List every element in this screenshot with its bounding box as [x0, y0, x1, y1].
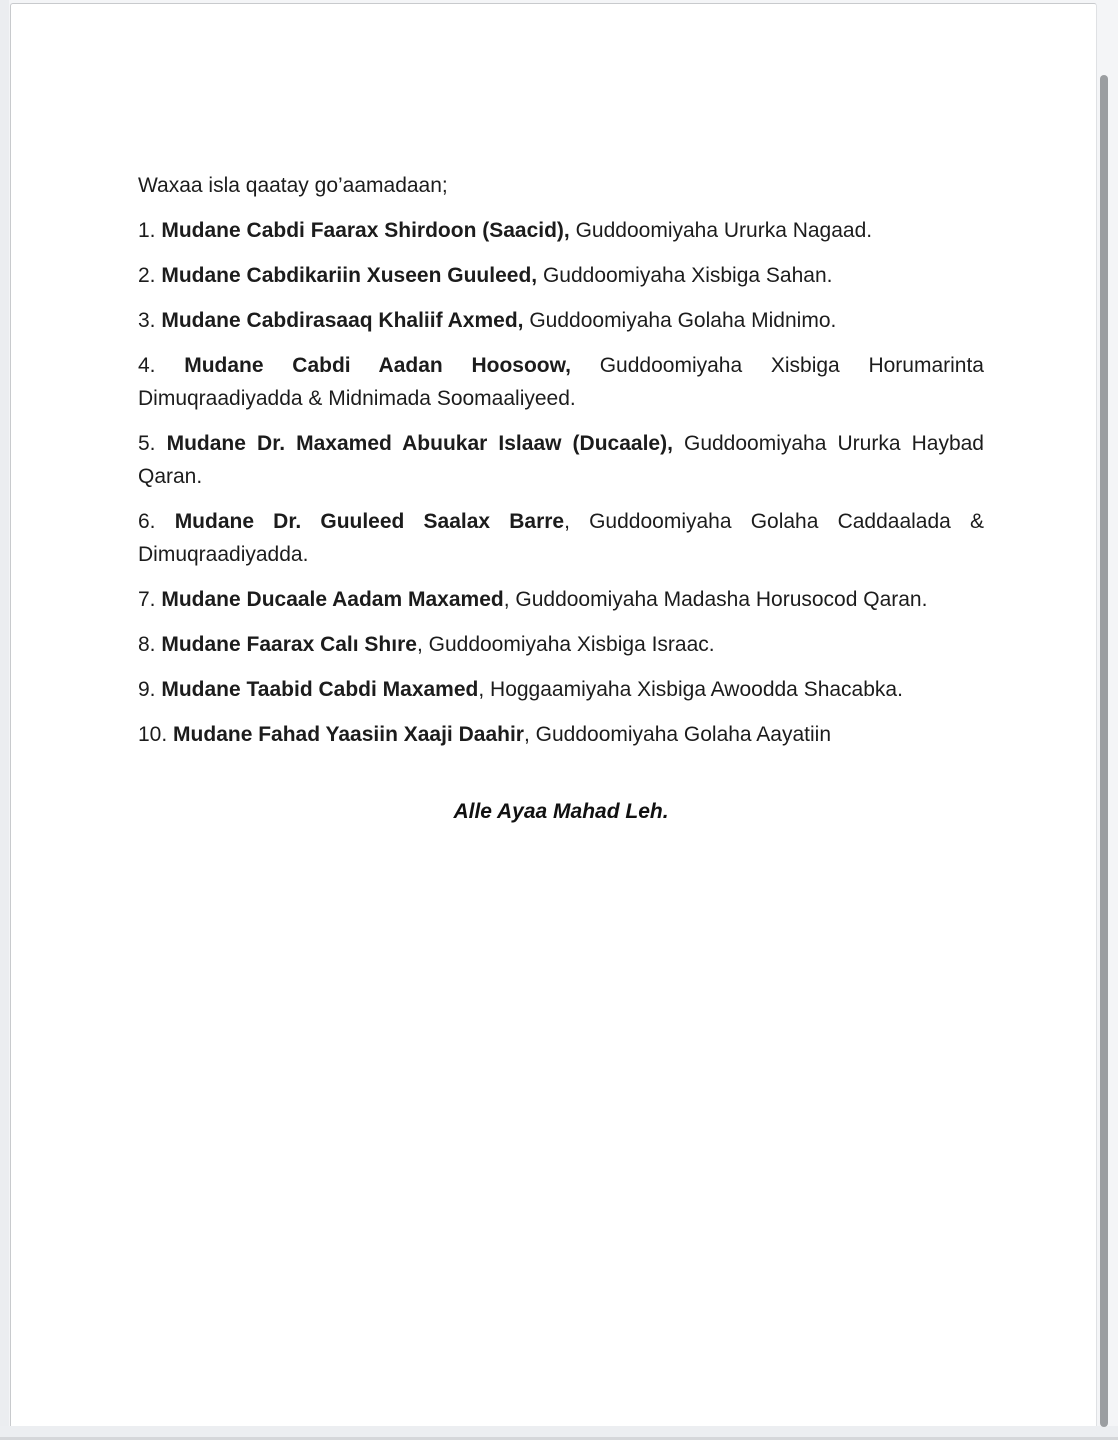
signatory-name: Mudane Taabid Cabdi Maxamed — [161, 678, 479, 701]
signatory-title: , Guddoomiyaha Xisbiga Israac. — [416, 633, 715, 656]
signatory-title: Guddoomiyaha Ururka Haybad Qaran. — [138, 432, 984, 488]
signatory-name: Mudane Cabdi Faarax Shirdoon (Saacid), — [161, 219, 570, 242]
document-page — [10, 3, 1097, 1426]
item-number: 1. — [138, 219, 156, 242]
signatory-name: Mudane Cabdi Aadan Hoosoow, — [184, 354, 571, 377]
signatory-title: , Guddoomiyaha Golaha Aayatiin — [523, 723, 832, 746]
document-content — [11, 4, 1098, 849]
signatory-title: , Guddoomiyaha Madasha Horusocod Qaran. — [503, 588, 928, 611]
signatory-title: , Guddoomiyaha Golaha Caddaalada & Dimuqraadiyadda. — [138, 510, 984, 566]
signatory-title: , Hoggaamiyaha Xisbiga Awoodda Shacabka. — [478, 678, 903, 701]
item-number: 4. — [138, 354, 156, 377]
item-number: 6. — [138, 510, 156, 533]
signatory-item — [138, 628, 984, 661]
signatory-title: Guddoomiyaha Xisbiga Sahan. — [537, 264, 833, 287]
signatory-name: Mudane Ducaale Aadam Maxamed — [161, 588, 504, 611]
item-number: 5. — [138, 432, 156, 455]
signatory-item — [138, 259, 984, 292]
signatory-name: Mudane Cabdikariin Xuseen Guuleed, — [161, 264, 538, 287]
signatory-name: Mudane Dr. Guuleed Saalax Barre — [174, 510, 565, 533]
viewer-left-gutter — [0, 0, 9, 1440]
signatory-name: Mudane Cabdirasaaq Khaliif Axmed, — [161, 309, 524, 332]
signatory-name: Mudane Faarax Calı Shıre — [161, 633, 417, 656]
signatory-item — [138, 214, 984, 247]
signatory-item — [138, 349, 984, 415]
signatory-item — [138, 583, 984, 616]
item-number: 3. — [138, 309, 156, 332]
item-number: 9. — [138, 678, 156, 701]
item-number: 2. — [138, 264, 156, 287]
item-number: 10. — [138, 723, 168, 746]
signatory-item — [138, 304, 984, 337]
signatory-item — [138, 673, 984, 706]
intro-paragraph: Waxaa isla qaatay go’aamadaan; — [138, 174, 448, 197]
signatory-title: Guddoomiyaha Golaha Midnimo. — [523, 309, 837, 332]
item-number: 7. — [138, 588, 156, 611]
signatory-item — [138, 505, 984, 571]
vertical-scrollbar-thumb[interactable] — [1100, 75, 1108, 1427]
signatory-title: Guddoomiyaha Xisbiga Horumarinta Dimuqraadiyadda & Midnimada Soomaaliyeed. — [138, 354, 984, 410]
signatory-name: Mudane Dr. Maxamed Abuukar Islaaw (Ducaale), — [166, 432, 673, 455]
item-number: 8. — [138, 633, 156, 656]
signatory-item — [138, 427, 984, 493]
closing-line: Alle Ayaa Mahad Leh. — [453, 800, 669, 823]
signatory-title: Guddoomiyaha Ururka Nagaad. — [569, 219, 873, 242]
signatory-name: Mudane Fahad Yaasiin Xaaji Daahir — [173, 723, 524, 746]
signatory-item — [138, 718, 984, 751]
viewer-bottom-gutter — [0, 1426, 1118, 1440]
signatories-list — [138, 214, 984, 751]
